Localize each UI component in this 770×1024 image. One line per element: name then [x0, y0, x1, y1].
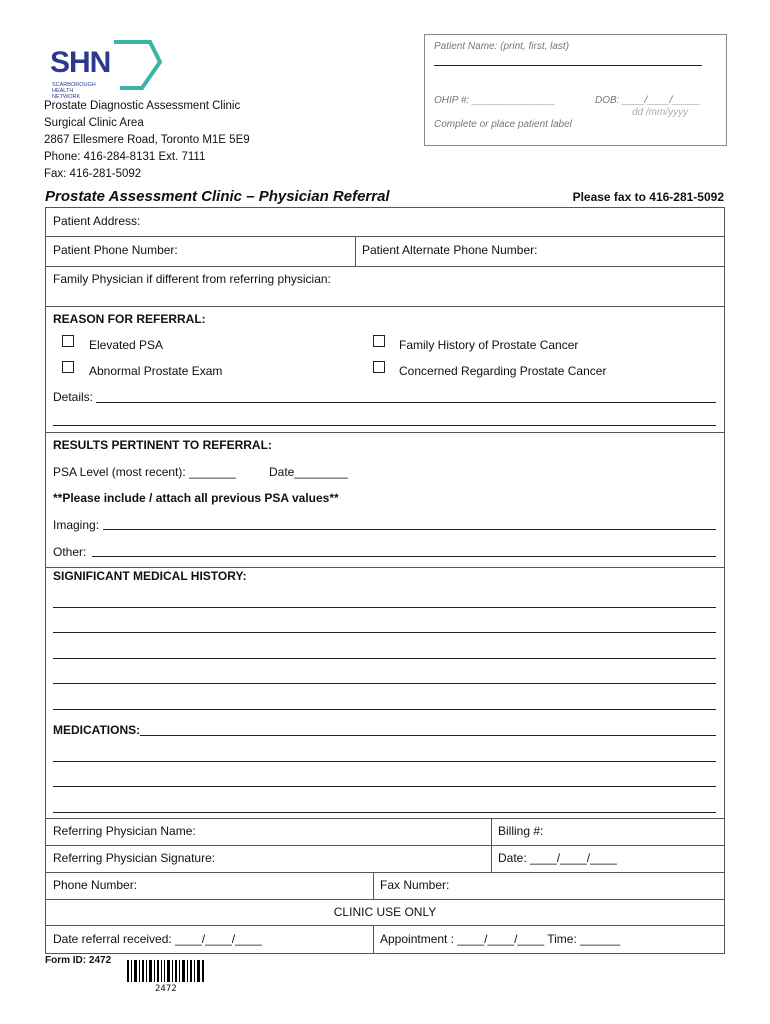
option-family-history: Family History of Prostate Cancer	[399, 338, 579, 352]
appointment-field[interactable]: Appointment : ____/____/____ Time: ______	[380, 932, 621, 946]
psa-date-field[interactable]: Date________	[269, 465, 348, 479]
details-label: Details:	[53, 390, 94, 404]
patient-phone-label[interactable]: Patient Phone Number:	[53, 243, 178, 257]
history-line-1[interactable]	[53, 607, 716, 608]
clinic-area: Surgical Clinic Area	[44, 117, 144, 129]
medications-heading: MEDICATIONS:	[53, 723, 141, 737]
patient-label-box[interactable]	[424, 34, 727, 146]
fax-note: Please fax to 416-281-5092	[572, 190, 724, 204]
patient-address-label[interactable]: Patient Address:	[53, 214, 141, 228]
referring-fax-label[interactable]: Fax Number:	[380, 878, 450, 892]
history-line-5[interactable]	[53, 709, 716, 710]
logo-text: SHN	[50, 46, 111, 79]
medications-line-4[interactable]	[53, 812, 716, 813]
clinic-info	[44, 98, 250, 183]
clinic-use-heading: CLINIC USE ONLY	[333, 905, 437, 919]
checkbox-family-history[interactable]	[373, 335, 385, 347]
option-concerned: Concerned Regarding Prostate Cancer	[399, 364, 607, 378]
barcode-number: 2472	[155, 984, 177, 994]
patient-name-line[interactable]	[434, 65, 702, 66]
medications-line-3[interactable]	[53, 786, 716, 787]
clinic-use-section	[45, 899, 725, 954]
checkbox-abnormal-exam[interactable]	[62, 361, 74, 373]
history-line-2[interactable]	[53, 632, 716, 633]
referring-date-label[interactable]: Date: ____/____/____	[498, 851, 617, 865]
date-received-field[interactable]: Date referral received: ____/____/____	[53, 932, 262, 946]
details-line-1[interactable]	[96, 402, 716, 403]
other-line[interactable]	[92, 556, 716, 557]
reason-section	[45, 306, 725, 433]
option-elevated-psa: Elevated PSA	[89, 338, 164, 352]
clinic-fax: Fax: 416-281-5092	[44, 168, 142, 180]
ohip-label[interactable]: OHIP #: _______________	[434, 95, 556, 106]
results-section	[45, 432, 725, 568]
referring-section	[45, 818, 725, 900]
form-title: Prostate Assessment Clinic – Physician Referral	[45, 188, 390, 205]
results-heading: RESULTS PERTINENT TO REFERRAL:	[53, 438, 272, 452]
imaging-label: Imaging:	[53, 518, 100, 532]
history-line-3[interactable]	[53, 658, 716, 659]
logo-subtitle: SCARBOROUGH HEALTH NETWORK	[52, 82, 96, 100]
label-note: Complete or place patient label	[434, 119, 572, 130]
history-heading: SIGNIFICANT MEDICAL HISTORY:	[53, 569, 247, 583]
referring-phone-label[interactable]: Phone Number:	[53, 878, 138, 892]
form-id: Form ID: 2472	[45, 955, 112, 966]
imaging-line[interactable]	[103, 529, 716, 530]
patient-name-label: Patient Name: (print, first, last)	[434, 41, 570, 52]
psa-level-field[interactable]: PSA Level (most recent): _______	[53, 465, 236, 479]
signature-label[interactable]: Referring Physician Signature:	[53, 851, 216, 865]
reason-heading: REASON FOR REFERRAL:	[53, 312, 206, 326]
other-label: Other:	[53, 545, 87, 559]
psa-note: **Please include / attach all previous PSA values**	[53, 491, 339, 505]
history-section	[45, 567, 725, 819]
details-line-2[interactable]	[53, 425, 716, 426]
barcode	[127, 960, 207, 994]
referring-name-label[interactable]: Referring Physician Name:	[53, 824, 196, 838]
dob-format-hint: dd /mm/yyyy	[632, 107, 689, 118]
clinic-name: Prostate Diagnostic Assessment Clinic	[44, 100, 241, 112]
family-physician-label[interactable]: Family Physician if different from referring physician:	[53, 272, 331, 286]
dob-label[interactable]: DOB: ____/____/_____	[595, 95, 701, 106]
checkbox-concerned[interactable]	[373, 361, 385, 373]
barcode-icon	[127, 960, 207, 984]
history-line-4[interactable]	[53, 683, 716, 684]
medications-line-1[interactable]	[140, 735, 716, 736]
checkbox-elevated-psa[interactable]	[62, 335, 74, 347]
option-abnormal-exam: Abnormal Prostate Exam	[89, 364, 223, 378]
clinic-phone: Phone: 416-284-8131 Ext. 7111	[44, 151, 206, 163]
patient-info-section	[45, 207, 725, 307]
patient-alt-phone-label[interactable]: Patient Alternate Phone Number:	[362, 243, 538, 257]
billing-label[interactable]: Billing #:	[498, 824, 544, 838]
shn-logo	[50, 38, 165, 100]
clinic-address: 2867 Ellesmere Road, Toronto M1E 5E9	[44, 134, 250, 146]
medications-line-2[interactable]	[53, 761, 716, 762]
